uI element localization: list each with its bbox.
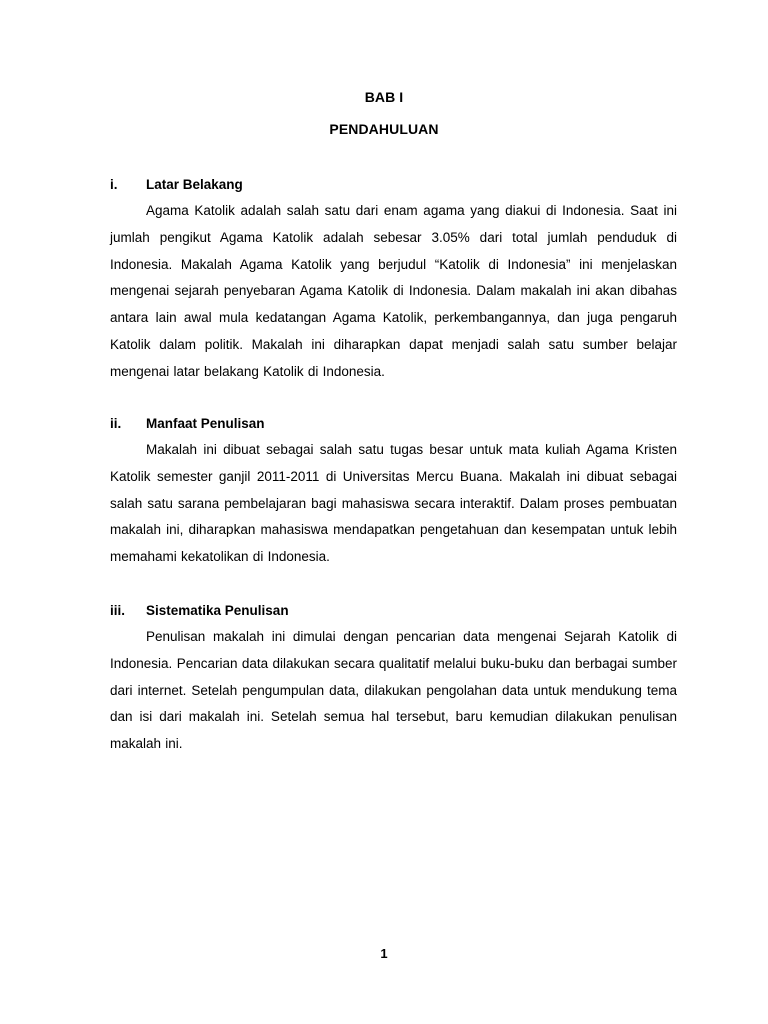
section-title: Latar Belakang [146,177,243,192]
section-title: Manfaat Penulisan [146,416,265,431]
section-heading [110,171,677,198]
chapter-title: PENDAHULUAN [329,121,439,137]
chapter-number: BAB I [364,89,404,105]
section-paragraph: Makalah ini dibuat sebagai salah satu tugas besar untuk mata kuliah Agama Kristen Katolik semester ganjil 2011-2011 di Universitas Mercu Buana. Makalah ini dibuat sebagai salah satu sarana pembelajaran bagi mahasiswa secara interaktif. Dalam proses pembuatan makalah ini, diharapkan mahasiswa mendapatkan pengetahuan dan kesempatan untuk lebih memahami kekatolikan di Indonesia. [110,442,677,565]
section-latar-belakang [110,171,677,386]
section-heading [110,410,677,437]
page-number: 1 [380,946,388,961]
section-manfaat-penulisan [110,410,677,571]
section-heading [110,597,677,624]
section-paragraph: Agama Katolik adalah salah satu dari enam agama yang diakui di Indonesia. Saat ini jumlah pengikut Agama Katolik adalah sebesar 3.05% dari total jumlah penduduk di Indonesia. Makalah Agama Katolik yang berjudul “Katolik di Indonesia” ini menjelaskan mengenai sejarah penyebaran Agama Katolik di Indonesia. Dalam makalah ini akan dibahas antara lain awal mula kedatangan Agama Katolik, perkembangannya, dan juga pengaruh Katolik dalam politik. Makalah ini diharapkan dapat menjadi salah satu sumber belajar mengenai latar belakang Katolik di Indonesia. [110,203,677,379]
section-sistematika-penulisan [110,597,677,758]
section-paragraph: Penulisan makalah ini dimulai dengan pencarian data mengenai Sejarah Katolik di Indonesia. Pencarian data dilakukan secara qualitatif melalui buku-buku dan berbagai sumber dari internet. Setelah pengumpulan data, dilakukan pengolahan data untuk mendukung tema dan isi dari makalah ini. Setelah semua hal tersebut, baru kemudian dilakukan penulisan makalah ini. [110,629,677,752]
section-number: iii. [110,603,126,618]
section-title: Sistematika Penulisan [146,603,289,618]
section-number: i. [110,177,118,192]
section-number: ii. [110,416,122,431]
